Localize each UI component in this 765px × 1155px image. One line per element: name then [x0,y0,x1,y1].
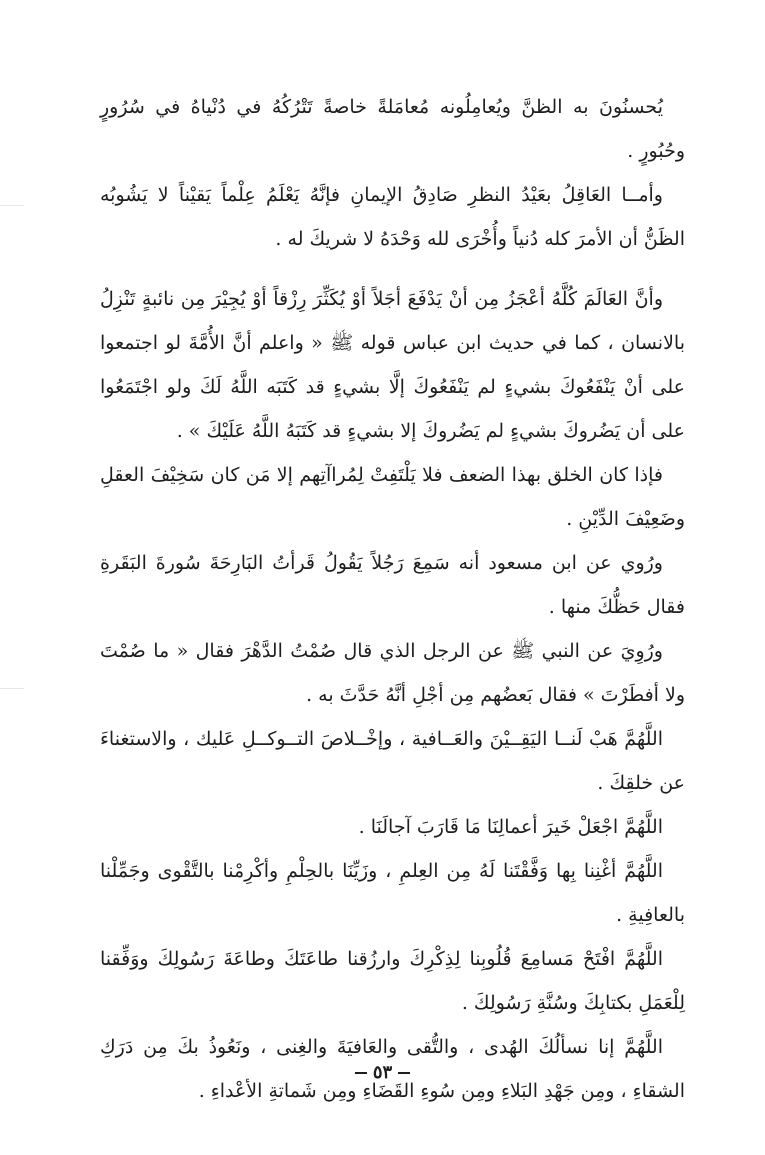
margin-mark [0,205,24,206]
paragraph-9: اللَّهُمَّ أغْنِنا بِها وَفَّقْتَنا لَهُ مِن العِلمِ ، وزَيِّنَا بالحِلْمِ وأكْرِمْنا بالتَّقْوى وجَمِّلْنا بالعافِيةِ . [100,860,685,926]
paragraph-8: اللَّهُمَّ اجْعَلْ خَيرَ أعمالِنَا مَا قَارَبَ آجالَنَا . [358,816,663,838]
paragraph-1: يُحسنُونَ به الظنَّ ويُعامِلُونه مُعامَلةً خاصةً تَتْرُكُهُ في دُنْياهُ في سُرُورٍ وحُبُورٍ . [100,96,685,162]
page-number-value: ٥٣ [372,1062,393,1083]
paragraph-10: اللَّهُمَّ افْتَحْ مَسامِعَ قُلُوبِنا لِذِكْرِكَ وارزُقنا طاعَتَكَ وطاعَةَ رَسُولِكَ ووَفِّقنا لِلْعَمَلِ بكتابِكَ وسُنَّةِ رَسُولِكَ . [100,948,685,1014]
page-number [0,1062,765,1083]
paragraph-7: اللَّهُمَّ هَبْ لَنــا اليَقِــيْنَ والعَــافية ، وإخْــلاصَ التــوكــلِ عَليك ، والاستغناءَ عن خلقِكَ . [100,728,685,794]
body-text [100,85,685,1113]
paragraph-3: وأنَّ العَالَمَ كُلَّهُ أعْجَزُ مِن أنْ يَدْفَعَ أجَلاً أوْ يُكَثِّرَ رِزْقاً أوْ يُجِيْرَ مِن نائبةٍ تَنْزِلُ بالانسان ، كما في حديث ابن عباس قوله ﷺ « واعلم أنَّ الأُمَّةَ لو اجتمعوا على أنْ يَنْفَعُوكَ بشيءٍ لم يَنْفَعُوكَ إلَّا بشيءٍ قد كَتَبَه اللَّهُ لَكَ ولو اجْتَمَعُوا على أن يَضُروكَ بشيءٍ لم يَضُروكَ إلا بشيءٍ قد كَتَبَهُ اللَّهُ عَلَيْكَ » . [100,288,685,442]
paragraph-6: ورُوِيَ عن النبي ﷺ عن الرجل الذي قال صُمْتُ الدَّهْرَ فقال « ما صُمْتَ ولا أفطَرْتَ » فقال بَعضُهم مِن أجْلِ أنَّهُ حَدَّثَ به . [100,640,685,706]
paragraph-2: وأمــا العَاقِلُ بعَيْدُ النظرِ صَادِقُ الإيمانِ فإنَّهُ يَعْلَمُ عِلْماً يَقيْناً لا يَشُوبُه الظَنُّ أن الأمرَ كله دُنياً وأُخْرَى لله وَحْدَهُ لا شريكَ له . [100,184,685,250]
paragraph-4: فإذا كان الخلق بهذا الضعف فلا يَلْتَفِتْ لِمُراآتِهم إلا مَن كان سَخِيْفَ العقلِ وضَعِيْفَ الدِّيْنِ . [100,464,685,530]
paragraph-11: اللَّهُمَّ إنا نسألُكَ الهُدى ، والتُّقى والعَافيَةَ والغِنى ، ونَعُوذُ بكَ مِن دَرَكِ الشقاءِ ، ومِن جَهْدِ البَلاءِ ومِن سُوءِ القَضَاءِ ومِن شَماتةِ الأعْداءِ . [100,1036,685,1102]
dash-left [398,1072,410,1074]
margin-mark [0,688,24,689]
paragraph-5: ورُوي عن ابن مسعود أنه سَمِعَ رَجُلاً يَقُولُ قَرأتُ البَارِحَةَ سُورةَ البَقَرةِ فقال حَظُّكَ منها . [100,552,685,618]
dash-right [355,1072,367,1074]
